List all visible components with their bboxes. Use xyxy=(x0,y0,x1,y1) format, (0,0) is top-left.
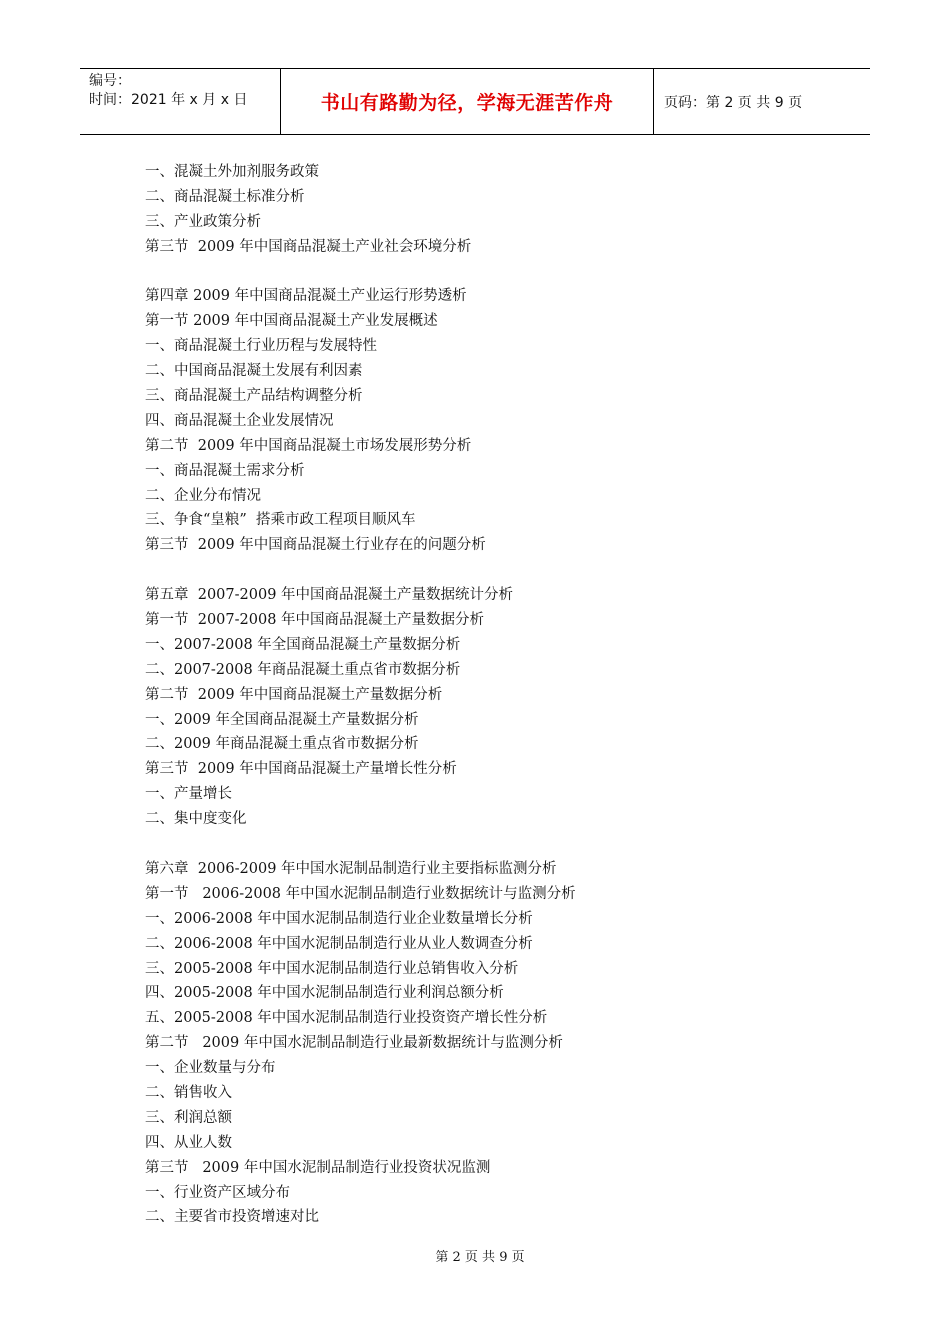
header-info-cell xyxy=(80,69,281,134)
toc-entry: 一、商品混凝土需求分析 xyxy=(145,462,305,479)
toc-entry: 二、企业分布情况 xyxy=(145,487,261,504)
document-number-label: 编号： xyxy=(89,73,131,89)
toc-entry: 第二节 2009 年中国商品混凝土市场发展形势分析 xyxy=(145,437,472,454)
toc-entry: 三、2005-2008 年中国水泥制品制造行业总销售收入分析 xyxy=(145,960,519,977)
toc-entry: 一、2007-2008 年全国商品混凝土产量数据分析 xyxy=(145,636,461,653)
toc-entry: 一、产量增长 xyxy=(145,786,232,803)
toc-entry: 三、商品混凝土产品结构调整分析 xyxy=(145,388,363,405)
toc-entry: 三、利润总额 xyxy=(145,1109,232,1126)
toc-entry: 二、中国商品混凝土发展有利因素 xyxy=(145,363,363,380)
page-footer xyxy=(0,1246,950,1265)
toc-spacer xyxy=(145,558,576,583)
toc-entry: 三、争食“皇粮” 搭乘市政工程项目顺风车 xyxy=(145,512,416,529)
toc-entry: 第五章 2007-2009 年中国商品混凝土产量数据统计分析 xyxy=(145,587,514,604)
header-table xyxy=(80,68,870,135)
toc-entry: 二、2009 年商品混凝土重点省市数据分析 xyxy=(145,736,419,753)
toc-entry: 第一节 2009 年中国商品混凝土产业发展概述 xyxy=(145,313,438,330)
toc-entry: 第三节 2009 年中国商品混凝土产量增长性分析 xyxy=(145,761,457,778)
motto-text: 书山有路勤为径，学海无涯苦作舟 xyxy=(320,92,614,114)
toc-entry: 四、商品混凝土企业发展情况 xyxy=(145,412,334,429)
toc-entry: 第二节 2009 年中国商品混凝土产量数据分析 xyxy=(145,686,443,703)
toc-entry: 一、2009 年全国商品混凝土产量数据分析 xyxy=(145,711,419,728)
toc-entry: 第四章 2009 年中国商品混凝土产业运行形势透析 xyxy=(145,288,467,305)
toc-entry: 第三节 2009 年中国水泥制品制造行业投资状况监测 xyxy=(145,1159,491,1176)
footer-page-number: 第 2 页 共 9 页 xyxy=(435,1250,525,1265)
toc-entry: 第二节 2009 年中国水泥制品制造行业最新数据统计与监测分析 xyxy=(145,1035,563,1052)
toc-entry: 一、企业数量与分布 xyxy=(145,1060,276,1077)
toc-entry: 第一节 2006-2008 年中国水泥制品制造行业数据统计与监测分析 xyxy=(145,885,576,902)
toc-entry: 四、2005-2008 年中国水泥制品制造行业利润总额分析 xyxy=(145,985,504,1002)
toc-entry: 二、商品混凝土标准分析 xyxy=(145,188,305,205)
toc-entry: 第一节 2007-2008 年中国商品混凝土产量数据分析 xyxy=(145,612,485,629)
document-time-label: 时间：2021 年 x 月 x 日 xyxy=(89,92,248,108)
toc-entry: 一、行业资产区域分布 xyxy=(145,1184,290,1201)
header-page-number: 页码：第 2 页 共 9 页 xyxy=(664,94,803,111)
header-motto-cell xyxy=(281,69,654,134)
table-of-contents xyxy=(145,160,576,1230)
toc-entry: 二、销售收入 xyxy=(145,1084,232,1101)
toc-entry: 三、产业政策分析 xyxy=(145,213,261,230)
toc-entry: 二、主要省市投资增速对比 xyxy=(145,1209,319,1226)
toc-entry: 一、商品混凝土行业历程与发展特性 xyxy=(145,338,377,355)
toc-entry: 一、2006-2008 年中国水泥制品制造行业企业数量增长分析 xyxy=(145,910,533,927)
toc-entry: 第三节 2009 年中国商品混凝土行业存在的问题分析 xyxy=(145,537,486,554)
header-page-cell xyxy=(654,69,870,134)
toc-entry: 第三节 2009 年中国商品混凝土产业社会环境分析 xyxy=(145,238,472,255)
toc-spacer xyxy=(145,260,576,285)
toc-entry: 一、混凝土外加剂服务政策 xyxy=(145,164,319,180)
toc-entry: 二、2006-2008 年中国水泥制品制造行业从业人数调查分析 xyxy=(145,935,533,952)
toc-entry: 二、集中度变化 xyxy=(145,811,247,828)
toc-spacer xyxy=(145,832,576,857)
toc-entry: 四、从业人数 xyxy=(145,1134,232,1151)
toc-entry: 第六章 2006-2009 年中国水泥制品制造行业主要指标监测分析 xyxy=(145,860,557,877)
toc-entry: 二、2007-2008 年商品混凝土重点省市数据分析 xyxy=(145,661,461,678)
toc-entry: 五、2005-2008 年中国水泥制品制造行业投资资产增长性分析 xyxy=(145,1010,548,1027)
